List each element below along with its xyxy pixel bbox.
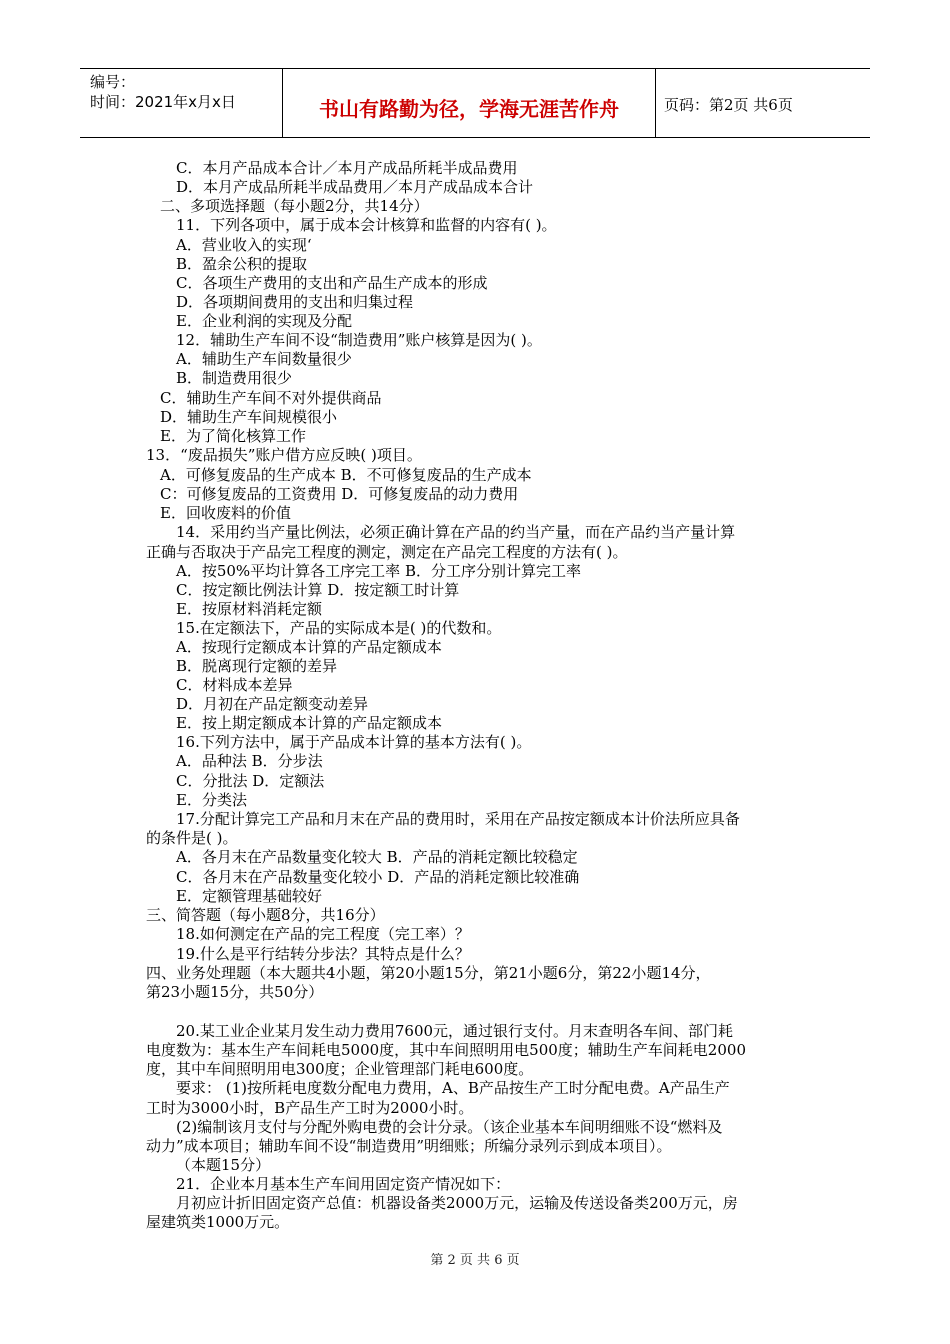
text-line: E．定额管理基础较好	[176, 887, 322, 905]
text-line: 16.下列方法中，属于产品成本计算的基本方法有( )。	[176, 733, 532, 751]
text-line: 18.如何测定在产品的完工程度（完工率）？	[176, 925, 470, 943]
text-line: C．各项生产费用的支出和产品生产成本的形成	[176, 274, 488, 292]
text-line: E．按原材料消耗定额	[176, 600, 322, 618]
text-line: (2)编制该月支付与分配外购电费的会计分录。（该企业基本车间明细账不设“燃料及	[176, 1118, 723, 1136]
text-line: A．按50%平均计算各工序完工率 B．分工序分别计算完工率	[176, 562, 581, 580]
text-line: 15.在定额法下，产品的实际成本是( )的代数和。	[176, 619, 502, 637]
text-line: 11．下列各项中，属于成本会计核算和监督的内容有( )。	[176, 216, 557, 234]
text-line: E．按上期定额成本计算的产品定额成本	[176, 714, 442, 732]
text-line: C．各月末在产品数量变化较小 D．产品的消耗定额比较准确	[176, 868, 580, 886]
date-label: 时间：2021年x月x日	[90, 93, 236, 111]
text-line: D．辅助生产车间规模很小	[160, 408, 338, 426]
text-line: 电度数为：基本生产车间耗电5000度，其中车间照明用电500度；辅助生产车间耗电2000	[146, 1041, 746, 1059]
page-label: 页码：第2页 共6页	[664, 96, 793, 114]
header-page-cell	[656, 69, 870, 137]
text-line: C：可修复废品的工资费用 D．可修复废品的动力费用	[160, 485, 519, 503]
text-line: 屋建筑类1000万元。	[146, 1213, 290, 1231]
text-line: C．材料成本差异	[176, 676, 293, 694]
text-line: E．企业利润的实现及分配	[176, 312, 352, 330]
text-line: D．各项期间费用的支出和归集过程	[176, 293, 414, 311]
text-line: B．制造费用很少	[176, 369, 293, 387]
text-line: E．分类法	[176, 791, 247, 809]
text-line: A．按现行定额成本计算的产品定额成本	[176, 638, 442, 656]
text-line: C．分批法 D．定额法	[176, 772, 325, 790]
text-line: D．月初在产品定额变动差异	[176, 695, 369, 713]
motto: 书山有路勤为径，学海无涯苦作舟	[319, 97, 619, 121]
text-line: 三、简答题（每小题8分，共16分）	[146, 906, 385, 924]
text-line: B．盈余公积的提取	[176, 255, 308, 273]
text-line: 第23小题15分，共50分）	[146, 983, 324, 1001]
text-line: 二、多项选择题（每小题2分，共14分）	[160, 197, 429, 215]
text-line: A．营业收入的实现‘	[176, 236, 312, 254]
text-line: C．按定额比例法计算 D．按定额工时计算	[176, 581, 460, 599]
text-line: （本题15分）	[176, 1156, 271, 1174]
text-line: 17.分配计算完工产品和月末在产品的费用时，采用在产品按定额成本计价法所应具备	[176, 810, 740, 828]
text-line: 13．“废品损失”账户借方应反映( )项目。	[146, 446, 422, 464]
header-table	[80, 68, 870, 138]
text-line: 的条件是( )。	[146, 829, 238, 847]
text-line: 14．采用约当产量比例法，必须正确计算在产品的约当产量，而在产品约当产量计算	[176, 523, 736, 541]
text-line: A．各月末在产品数量变化较大 B．产品的消耗定额比较稳定	[176, 848, 578, 866]
text-line: 动力”成本项目；辅助车间不设“制造费用”明细账；所编分录列示到成本项目）。	[146, 1137, 672, 1155]
text-line: 要求： (1)按所耗电度数分配电力费用，A、B产品按生产工时分配电费。A产品生产	[176, 1079, 730, 1097]
header-motto-cell	[283, 69, 656, 137]
text-line: 21．企业本月基本生产车间用固定资产情况如下：	[176, 1175, 511, 1193]
text-line: 工时为3000小时，B产品生产工时为2000小时。	[146, 1099, 474, 1117]
text-line: 20.某工业企业某月发生动力费用7600元，通过银行支付。月末查明各车间、部门耗	[176, 1022, 734, 1040]
text-line: D．本月产成品所耗半成品费用／本月产成品成本合计	[176, 178, 534, 196]
page-footer: 第 2 页 共 6 页	[430, 1253, 520, 1268]
text-line: C．辅助生产车间不对外提供商品	[160, 389, 382, 407]
text-line: 12．辅助生产车间不设“制造费用”账户核算是因为( )。	[176, 331, 542, 349]
text-line: C．本月产品成本合计／本月产成品所耗半成品费用	[176, 159, 518, 177]
header-info-cell	[80, 69, 283, 137]
text-line: E．为了简化核算工作	[160, 427, 306, 445]
text-line: 月初应计折旧固定资产总值：机器设备类2000万元，运输及传送设备类200万元，房	[176, 1194, 738, 1212]
text-line: A．可修复废品的生产成本 B．不可修复废品的生产成本	[160, 466, 532, 484]
text-line: 19.什么是平行结转分步法？其特点是什么？	[176, 945, 470, 963]
text-line: A．辅助生产车间数量很少	[176, 350, 352, 368]
text-line: 度，其中车间照明用电300度；企业管理部门耗电600度。	[146, 1060, 534, 1078]
text-line: 正确与否取决于产品完工程度的测定，测定在产品完工程度的方法有( )。	[146, 543, 628, 561]
text-line: B．脱离现行定额的差异	[176, 657, 338, 675]
number-label: 编号：	[90, 73, 136, 91]
text-line: 四、业务处理题（本大题共4小题，第20小题15分，第21小题6分，第22小题14分，	[146, 964, 711, 982]
text-line: E．回收废料的价值	[160, 504, 291, 522]
text-line: A．品种法 B．分步法	[176, 752, 323, 770]
